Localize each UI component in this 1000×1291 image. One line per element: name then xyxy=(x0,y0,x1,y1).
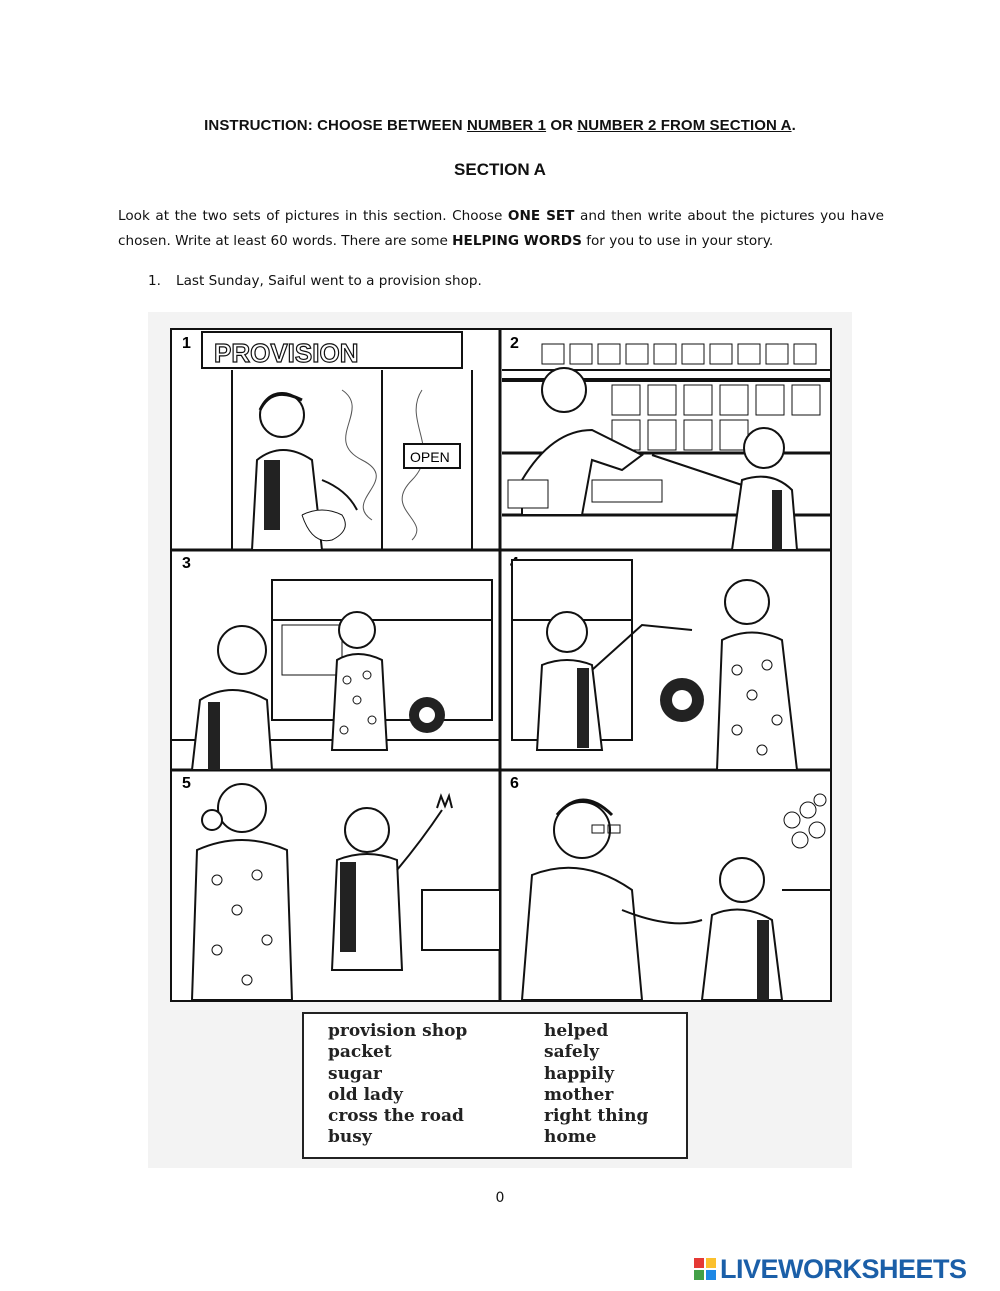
logo-square xyxy=(694,1258,704,1268)
intro-helping-words: HELPING WORDS xyxy=(452,233,582,249)
intro-part-1: Look at the two sets of pictures in this section. Choose xyxy=(118,208,508,224)
liveworksheets-logo[interactable] xyxy=(694,1254,967,1284)
panel-number-6: 6 xyxy=(510,775,519,792)
brand-name: LIVEWORKSHEETS xyxy=(720,1253,967,1284)
helping-word: provision shop xyxy=(328,1021,468,1041)
logo-square xyxy=(706,1258,716,1268)
panel-number-1: 1 xyxy=(182,335,191,352)
page-number: 0 xyxy=(495,1190,505,1206)
instruction-number-2: NUMBER 2 FROM SECTION A xyxy=(577,117,792,134)
comic-strip-image xyxy=(170,328,832,1002)
helping-words-left-column xyxy=(328,1021,467,1149)
helping-word: safely xyxy=(544,1042,600,1063)
panel-6 xyxy=(510,775,830,1000)
panel-4 xyxy=(510,555,797,770)
helping-word: sugar xyxy=(328,1063,382,1084)
shop-sign: PROVISION xyxy=(214,338,359,368)
instruction-prefix: INSTRUCTION: CHOOSE BETWEEN xyxy=(204,117,467,134)
helping-word: home xyxy=(544,1127,597,1148)
panel-number-5: 5 xyxy=(182,775,191,792)
intro-part-3: for you to use in your story. xyxy=(581,233,774,249)
panel-2 xyxy=(502,335,830,550)
helping-words-box xyxy=(302,1012,688,1159)
helping-word: mother xyxy=(544,1084,614,1105)
instruction-number-1: NUMBER 1 xyxy=(466,117,547,134)
logo-grid-icon xyxy=(694,1258,716,1280)
instruction-heading xyxy=(0,117,1000,134)
panel-5 xyxy=(182,775,500,1000)
intro-one-set: ONE SET xyxy=(507,208,575,224)
panel-number-3: 3 xyxy=(182,555,191,572)
logo-square xyxy=(706,1270,716,1280)
panel-3 xyxy=(172,555,500,770)
panel-1 xyxy=(182,332,472,550)
helping-word: right thing xyxy=(544,1106,649,1127)
instruction-or: OR xyxy=(546,117,578,134)
intro-paragraph xyxy=(118,204,884,254)
helping-word: happily xyxy=(544,1063,614,1084)
intro-part-2: and then write about the pictures you have chosen. Write at least 60 words. There are some xyxy=(118,208,884,249)
helping-word: cross the road xyxy=(328,1106,464,1127)
helping-word: busy xyxy=(328,1127,372,1148)
open-sign: OPEN xyxy=(410,449,450,465)
list-item-1 xyxy=(148,273,482,289)
helping-words-right-column xyxy=(544,1021,648,1149)
helping-word: helped xyxy=(544,1021,609,1041)
list-item-number: 1. xyxy=(148,273,161,289)
logo-square xyxy=(694,1270,704,1280)
section-title: SECTION A xyxy=(454,160,546,179)
helping-word: old lady xyxy=(328,1084,403,1105)
list-item-text: Last Sunday, Saiful went to a provision shop. xyxy=(176,273,482,289)
instruction-suffix: . xyxy=(791,117,796,134)
panel-number-2: 2 xyxy=(510,335,519,352)
helping-word: packet xyxy=(328,1042,392,1063)
